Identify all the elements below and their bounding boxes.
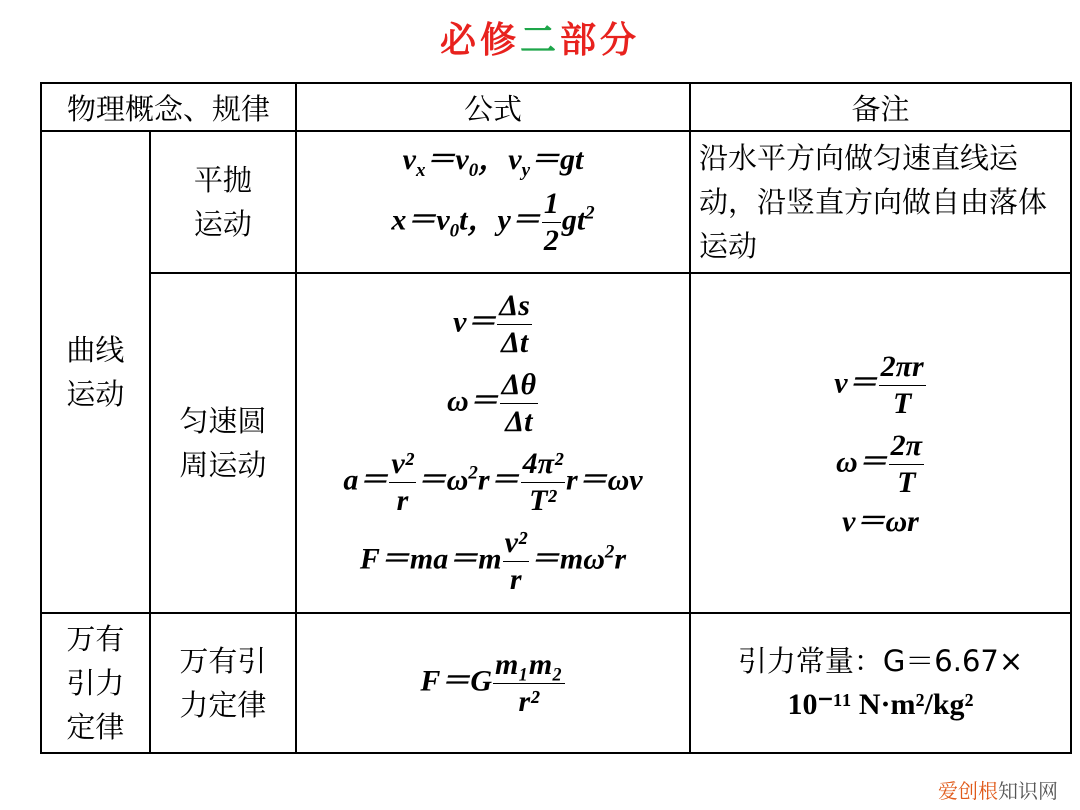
header-formula: 公式 bbox=[296, 83, 690, 131]
fraction bbox=[493, 647, 565, 720]
denominator: T² bbox=[529, 484, 557, 517]
formula-text: x＝v bbox=[391, 203, 450, 237]
formula-text: ＝mω bbox=[529, 542, 605, 576]
formula-cell bbox=[296, 613, 690, 753]
formula-supscript: 2 bbox=[468, 462, 478, 484]
category-label: 万有引力定律 bbox=[66, 622, 125, 744]
numerator: Δθ bbox=[500, 367, 538, 404]
formula-list bbox=[691, 349, 1070, 537]
category-gravitation bbox=[41, 613, 150, 753]
fraction bbox=[879, 349, 926, 422]
table-row bbox=[41, 131, 1071, 273]
formula-text: t，y＝ bbox=[459, 203, 541, 237]
formula bbox=[691, 428, 1070, 501]
formula-text: F＝G bbox=[420, 663, 493, 697]
numerator: 2πr bbox=[879, 349, 926, 386]
denominator: r bbox=[509, 563, 522, 596]
title-part: 必修 bbox=[439, 20, 520, 61]
formula bbox=[297, 145, 689, 180]
formula-subscript: 0 bbox=[449, 220, 460, 242]
concept-label: 平抛运动 bbox=[193, 163, 252, 241]
formula bbox=[691, 507, 1070, 537]
note-cell bbox=[690, 613, 1071, 753]
denominator: r² bbox=[518, 684, 540, 718]
formula-cell bbox=[296, 273, 690, 613]
numerator: 2π bbox=[889, 428, 924, 465]
formula bbox=[297, 525, 689, 598]
category-label: 曲线运动 bbox=[66, 333, 125, 411]
denominator: r bbox=[396, 484, 409, 517]
formula-supscript: 2 bbox=[604, 541, 615, 563]
concept-label: 匀速圆周运动 bbox=[179, 404, 267, 482]
formula-text: ＝ω bbox=[416, 463, 469, 497]
formula-list bbox=[297, 647, 689, 720]
denominator: 2 bbox=[543, 224, 559, 257]
formula bbox=[297, 288, 689, 361]
gravitational-constant-label: 引力常量：G＝6.67× bbox=[737, 644, 1024, 678]
denominator: T bbox=[892, 387, 912, 420]
fraction bbox=[500, 367, 538, 440]
numerator: Δs bbox=[497, 288, 531, 325]
concept-gravitation bbox=[150, 613, 296, 753]
numerator: v² bbox=[389, 446, 415, 483]
numerator: 1 bbox=[542, 186, 561, 223]
formula-text: ＝gt bbox=[530, 143, 584, 176]
fraction bbox=[389, 446, 415, 519]
header-concept: 物理概念、规律 bbox=[41, 83, 296, 131]
fraction bbox=[497, 288, 531, 361]
concept-label: 万有引力定律 bbox=[179, 644, 267, 722]
formula-list bbox=[297, 288, 689, 598]
denominator: Δt bbox=[501, 326, 529, 359]
title-part: 部分 bbox=[560, 20, 641, 61]
formula-text: gt bbox=[561, 203, 586, 237]
slide-title bbox=[0, 12, 1080, 63]
formula-text: v＝ bbox=[453, 305, 497, 339]
formula-table bbox=[40, 82, 1072, 754]
formula-subscript: 0 bbox=[468, 160, 479, 181]
concept-projectile bbox=[150, 131, 296, 273]
formula-text: v＝ bbox=[834, 366, 878, 400]
header-note: 备注 bbox=[690, 83, 1071, 131]
concept-circular bbox=[150, 273, 296, 613]
formula-text: r＝ bbox=[477, 463, 520, 497]
fraction bbox=[521, 446, 565, 519]
formula-list bbox=[297, 145, 689, 259]
formula-text: ＝v bbox=[425, 143, 469, 176]
formula-subscript: y bbox=[521, 160, 531, 181]
watermark bbox=[938, 775, 1058, 804]
formula-text: a＝ bbox=[343, 463, 389, 497]
formula-text: v＝ωr bbox=[842, 505, 919, 538]
watermark-part: 知识网 bbox=[998, 779, 1058, 803]
formula-text: ω＝ bbox=[446, 384, 499, 418]
note-cell bbox=[690, 273, 1071, 613]
numerator: 4π² bbox=[521, 446, 565, 483]
formula bbox=[297, 186, 689, 259]
fraction bbox=[889, 428, 924, 501]
formula-text: ω＝ bbox=[835, 445, 888, 479]
category-curve bbox=[41, 131, 150, 613]
title-part: 二 bbox=[519, 20, 560, 61]
denominator: T bbox=[897, 466, 916, 499]
formula bbox=[297, 367, 689, 440]
formula-text: F＝ma＝m bbox=[359, 542, 502, 576]
table-row bbox=[41, 273, 1071, 613]
numerator: v² bbox=[503, 525, 529, 562]
table-row bbox=[41, 613, 1071, 753]
denominator: Δt bbox=[505, 405, 533, 438]
formula-cell bbox=[296, 131, 690, 273]
gravitational-constant-units: 10⁻¹¹ N·m²/kg² bbox=[787, 688, 974, 721]
formula-text: r bbox=[614, 542, 627, 576]
formula-supscript: 2 bbox=[585, 202, 595, 224]
fraction bbox=[503, 525, 529, 598]
formula-subscript: x bbox=[415, 160, 426, 181]
formula bbox=[297, 446, 689, 519]
formula-text: v bbox=[402, 143, 416, 176]
watermark-part: 爱创根 bbox=[938, 779, 998, 803]
formula-text: r＝ωv bbox=[565, 463, 643, 497]
numerator: m₁m₂ bbox=[493, 647, 565, 684]
note-cell: 沿水平方向做匀速直线运动，沿竖直方向做自由落体运动 bbox=[690, 131, 1071, 273]
formula bbox=[691, 349, 1070, 422]
formula-text: ，v bbox=[478, 143, 522, 176]
formula bbox=[297, 647, 689, 720]
fraction bbox=[542, 186, 561, 259]
table-header-row bbox=[41, 83, 1071, 131]
